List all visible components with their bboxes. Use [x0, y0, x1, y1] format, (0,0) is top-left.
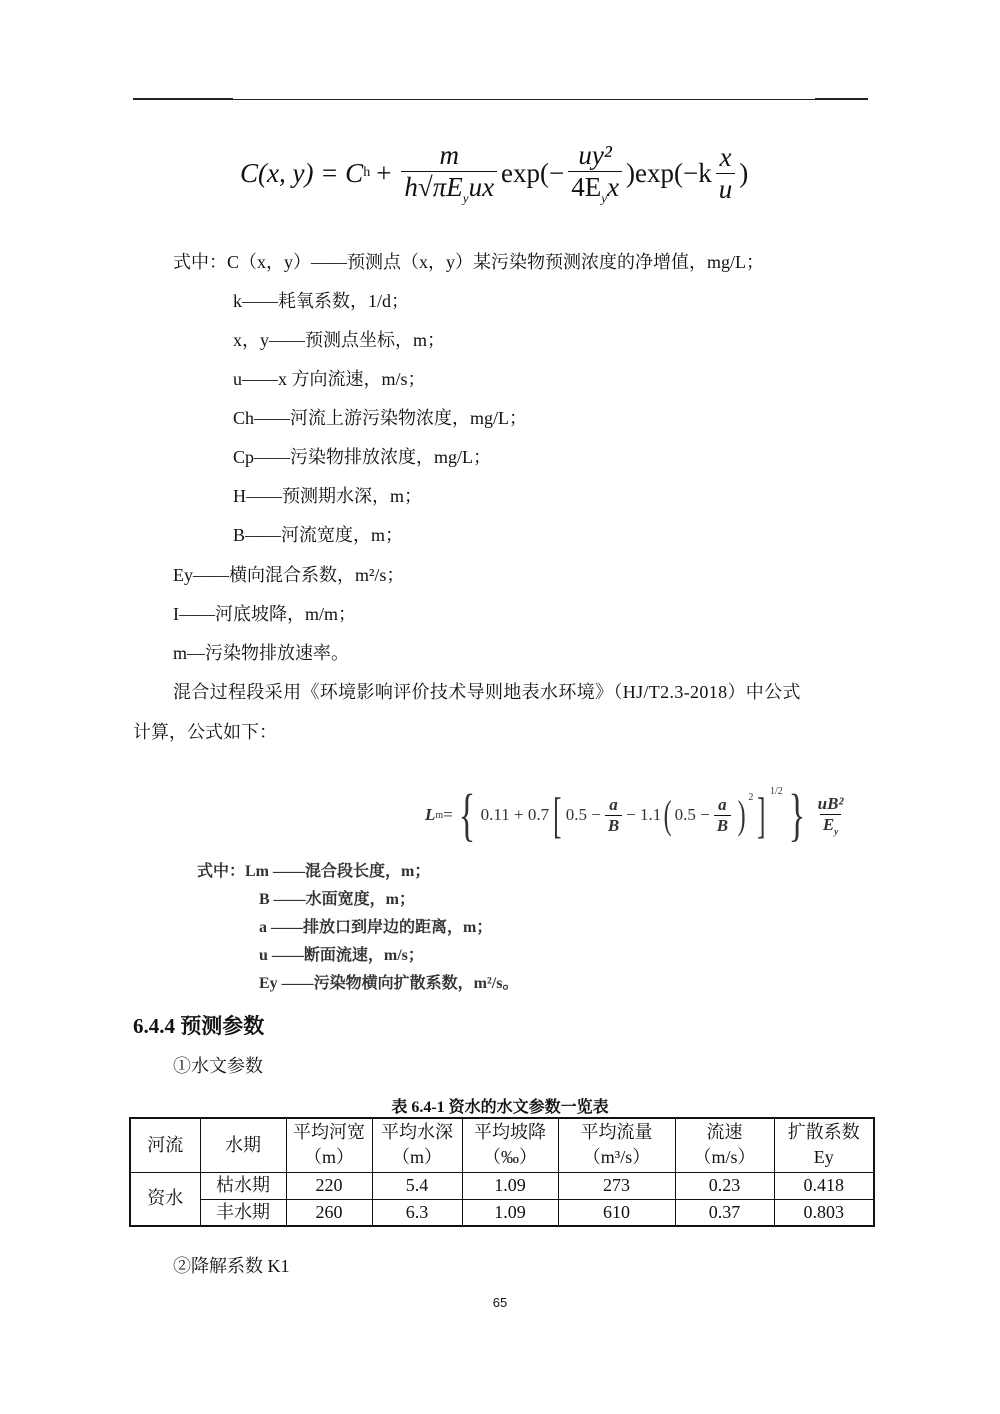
- header-text: 平均流量: [580, 1122, 653, 1143]
- definition-line: u ——断面流速，m/s；: [259, 947, 424, 964]
- formula-lhs: L: [425, 805, 436, 824]
- definition-line: Ch——河流上游污染物浓度，mg/L；: [233, 408, 528, 428]
- header-text: 流速: [706, 1122, 743, 1143]
- definition-line: 式中：Lm ——混合段长度，m；: [197, 863, 431, 880]
- formula-body: 0.5 −: [674, 805, 710, 824]
- definition-line: a ——排放口到岸边的距离，m；: [259, 919, 493, 936]
- paragraph-line: 混合过程段采用《环境影响评价技术导则地表水环境》（HJ/T2.3-2018）中公式: [173, 682, 801, 702]
- definition-line: 式中：C（x，y）——预测点（x，y）某污染物预测浓度的净增值，mg/L；: [173, 252, 765, 272]
- table-cell: 0.37: [675, 1199, 774, 1226]
- header-rule-left: [133, 98, 233, 100]
- table-cell: 610: [558, 1199, 675, 1226]
- formula-concentration: [240, 138, 748, 208]
- header-cell: [130, 1118, 200, 1172]
- header-rule-right: [815, 98, 868, 100]
- frac-den-h: h: [404, 171, 418, 202]
- header-cell: [558, 1118, 675, 1172]
- frac-den: B: [605, 815, 622, 836]
- table-cell: 丰水期: [200, 1199, 286, 1226]
- frac-num: uB²: [817, 793, 844, 813]
- subsection-label: ②降解系数 K1: [173, 1256, 290, 1276]
- table-cell: 260: [286, 1199, 372, 1226]
- definition-line: Ey ——污染物横向扩散系数，m²/s。: [259, 975, 519, 992]
- header-rule: [133, 99, 868, 100]
- frac-den-sub: y: [834, 826, 839, 837]
- table-cell: 5.4: [372, 1172, 462, 1199]
- frac-den: u: [716, 173, 736, 205]
- subsection-label: ①水文参数: [173, 1056, 263, 1076]
- header-text: 扩散系数: [787, 1122, 860, 1143]
- table-row: [130, 1172, 874, 1199]
- definition-line: Cp——污染物排放浓度，mg/L；: [233, 447, 492, 467]
- page-number: 65: [492, 1295, 508, 1310]
- frac-den-sub: y: [601, 190, 608, 206]
- header-unit: （m/s）: [693, 1147, 756, 1168]
- table-cell: 1.09: [462, 1172, 558, 1199]
- header-unit: Ey: [813, 1147, 834, 1168]
- header-text: 河流: [147, 1134, 184, 1155]
- formula-sup: 2: [748, 792, 754, 803]
- frac-den-text: E: [822, 814, 835, 834]
- header-unit: （m）: [303, 1147, 354, 1168]
- formula-close: ): [739, 157, 749, 188]
- frac-den: $h√\pi E_yux$: [401, 171, 497, 206]
- frac-den-sub: y: [462, 190, 469, 206]
- table-cell: 6.3: [372, 1199, 462, 1226]
- header-unit: （m³/s）: [582, 1147, 651, 1168]
- frac-den-root: πE: [432, 171, 463, 202]
- header-text: 平均水深: [381, 1122, 453, 1143]
- formula-body: 0.5 −: [565, 805, 601, 824]
- frac-den: B: [714, 815, 731, 836]
- definition-line: B ——水面宽度，m；: [259, 891, 416, 908]
- paragraph-line: 计算，公式如下：: [133, 722, 277, 742]
- definition-line: I——河底坡降，m/m；: [173, 604, 356, 624]
- definition-line: H——预测期水深，m；: [233, 486, 422, 506]
- header-cell: [200, 1118, 286, 1172]
- formula-fraction-aB: [714, 795, 731, 836]
- definition-line: u——x 方向流速，m/s；: [233, 369, 426, 389]
- header-text: 平均河宽: [293, 1122, 365, 1143]
- definition-line: m—污染物排放速率。: [173, 643, 350, 663]
- table-cell: 0.23: [675, 1172, 774, 1199]
- formula-exp1: exp(−: [501, 157, 565, 188]
- header-unit: （m）: [391, 1147, 442, 1168]
- definition-line: Ey——横向混合系数，m²/s；: [173, 565, 405, 585]
- formula-fraction-aB: [605, 795, 622, 836]
- frac-num: x: [719, 141, 732, 172]
- table-cell: 0.803: [774, 1199, 874, 1226]
- header-cell: [462, 1118, 558, 1172]
- table-cell: 273: [558, 1172, 675, 1199]
- table-row: [130, 1199, 874, 1226]
- frac-num: a: [609, 794, 618, 814]
- frac-den-text: 4E: [571, 171, 602, 202]
- frac-num: m: [439, 139, 459, 170]
- formula-fraction-uB2: [815, 794, 847, 836]
- formula-sub: m: [435, 809, 444, 821]
- frac-den: [820, 814, 841, 836]
- header-unit: （‰）: [483, 1147, 537, 1168]
- formula-fraction-2: [568, 140, 622, 206]
- formula-mixing-length: L m = { 0.11 + 0.7 [ 0.5 − $\frac{a}{B}$ − 1.1 ( 0.5 − $\frac{a}{B}$ ) $^2$ ] $^{1/2}$ } $\frac{\text{uB²}}{E_y}$: [425, 780, 851, 850]
- definition-line: B——河流宽度，m；: [233, 525, 404, 545]
- definition-line: x，y——预测点坐标，m；: [233, 330, 446, 350]
- header-cell: [372, 1118, 462, 1172]
- formula-fraction-1: [401, 140, 497, 206]
- formula-sub: h: [363, 165, 371, 180]
- frac-den: [568, 171, 622, 206]
- frac-den-tail: x: [607, 171, 620, 202]
- frac-num: uy²: [578, 139, 612, 170]
- table-cell: 1.09: [462, 1199, 558, 1226]
- header-cell: [774, 1118, 874, 1172]
- river-cell: 资水: [130, 1172, 200, 1226]
- formula-lhs: C(x, y) = C: [240, 157, 364, 188]
- formula2-definitions: [197, 858, 518, 998]
- formula-exp2: )exp(−k: [626, 157, 712, 188]
- formula-body: − 1.1: [626, 805, 662, 824]
- frac-den-tail: ux: [468, 171, 495, 202]
- section-heading: 6.4.4 预测参数: [133, 1014, 265, 1038]
- table-caption: 表 6.4-1 资水的水文参数一览表: [391, 1099, 609, 1116]
- header-text: 水期: [225, 1134, 261, 1155]
- hydrology-table: [129, 1117, 875, 1227]
- header-text: 平均坡降: [474, 1122, 546, 1143]
- header-cell: [286, 1118, 372, 1172]
- table-header-row: [130, 1118, 874, 1172]
- formula-plus: +: [376, 157, 392, 188]
- frac-num: a: [718, 794, 727, 814]
- formula-body: 0.11 + 0.7: [480, 805, 550, 824]
- formula-eq: =: [443, 805, 453, 824]
- formula-fraction-3: [716, 142, 736, 205]
- table-cell: 220: [286, 1172, 372, 1199]
- header-cell: [675, 1118, 774, 1172]
- table-cell: 枯水期: [200, 1172, 286, 1199]
- definition-line: k——耗氧系数，1/d；: [233, 291, 410, 311]
- table-cell: 0.418: [774, 1172, 874, 1199]
- formula-sup: 1/2: [770, 786, 783, 797]
